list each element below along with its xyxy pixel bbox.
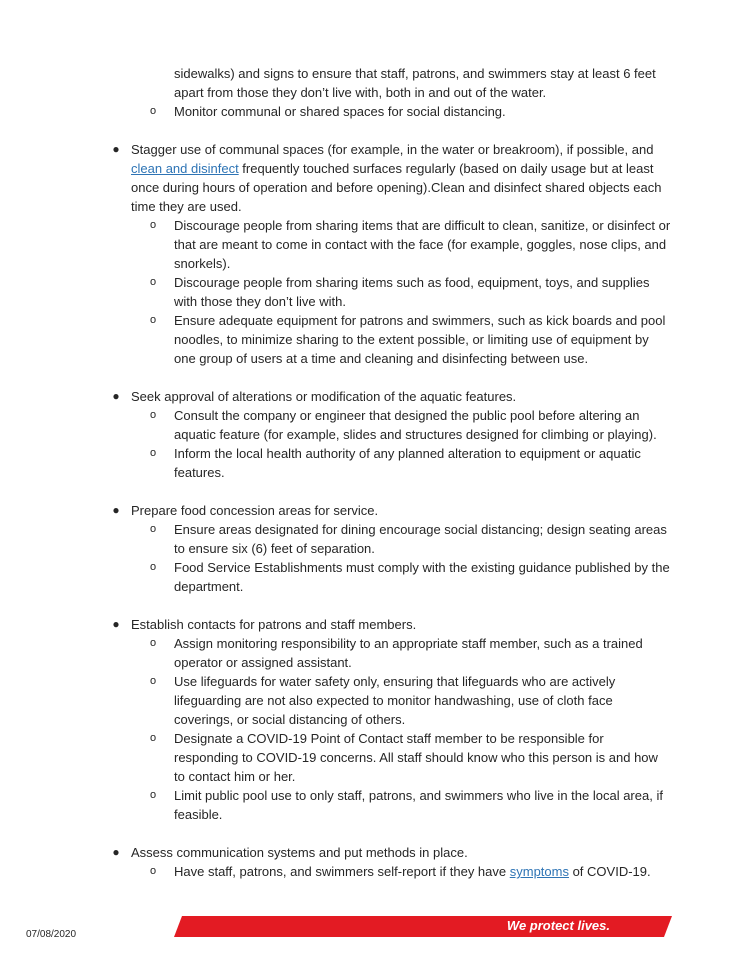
bullet-text: Establish contacts for patrons and staff members. bbox=[131, 617, 417, 632]
sublist bbox=[0, 406, 671, 482]
circle-bullet-icon: o bbox=[149, 105, 157, 117]
circle-bullet-icon: o bbox=[149, 789, 157, 801]
circle-bullet-icon: o bbox=[149, 637, 157, 649]
continued-sublist bbox=[0, 64, 671, 121]
list-item bbox=[174, 64, 671, 102]
list-item-text: Discourage people from sharing items such as food, equipment, toys, and supplies with those they don’t live with. bbox=[174, 275, 650, 309]
list-item bbox=[149, 634, 671, 672]
bullet-icon: ● bbox=[112, 142, 120, 156]
symptoms-link[interactable]: symptoms bbox=[509, 864, 569, 879]
list-item bbox=[149, 558, 671, 596]
bullet-section-food bbox=[0, 501, 742, 596]
sublist bbox=[0, 520, 671, 596]
bullet-icon: ● bbox=[112, 389, 120, 403]
circle-bullet-icon: o bbox=[149, 219, 157, 231]
list-item-text: Assign monitoring responsibility to an appropriate staff member, such as a trained operator or assigned assistant. bbox=[174, 636, 643, 670]
list-item-text: Ensure areas designated for dining encourage social distancing; design seating areas to ensure six (6) feet of separation. bbox=[174, 522, 667, 556]
bullet-icon: ● bbox=[112, 617, 120, 631]
footer-banner bbox=[174, 916, 672, 937]
list-item bbox=[149, 786, 671, 824]
bullet-text: Prepare food concession areas for service. bbox=[131, 503, 379, 518]
circle-bullet-icon: o bbox=[149, 276, 157, 288]
document-body bbox=[0, 64, 742, 900]
circle-bullet-icon: o bbox=[149, 314, 157, 326]
list-item bbox=[149, 102, 671, 121]
bullet-text: Assess communication systems and put methods in place. bbox=[131, 845, 468, 860]
list-item-text: Food Service Establishments must comply with the existing guidance published by the department. bbox=[174, 560, 670, 594]
bullet-item bbox=[0, 615, 671, 634]
list-item-text: Ensure adequate equipment for patrons and swimmers, such as kick boards and pool noodles, to minimize sharing to the extent possible, or limiting use of equipment by one group of users at a time and cleaning and disinfecting between use. bbox=[174, 313, 666, 366]
bullet-item bbox=[0, 843, 671, 862]
list-item bbox=[149, 672, 671, 729]
list-item-text-pre: Have staff, patrons, and swimmers self-report if they have bbox=[174, 864, 510, 879]
banner-slogan: We protect lives. bbox=[506, 918, 610, 933]
bullet-text-post: frequently touched surfaces regularly (based on daily usage but at least once during hours of operation and before opening).Clean and disinfect shared objects each time they are used. bbox=[131, 161, 662, 214]
list-item bbox=[149, 273, 671, 311]
list-item bbox=[149, 216, 671, 273]
circle-bullet-icon: o bbox=[149, 523, 157, 535]
bullet-section-stagger bbox=[0, 140, 742, 368]
list-item-text: Inform the local health authority of any planned alteration to equipment or aquatic features. bbox=[174, 446, 641, 480]
bullet-item bbox=[0, 140, 671, 216]
bullet-icon: ● bbox=[112, 845, 120, 859]
circle-bullet-icon: o bbox=[149, 865, 157, 877]
list-item-text: Use lifeguards for water safety only, ensuring that lifeguards who are actively lifeguarding are not also expected to monitor handwashing, use of cloth face coverings, or social distancing of others. bbox=[174, 674, 616, 727]
list-item bbox=[149, 520, 671, 558]
bullet-text-pre: Stagger use of communal spaces (for example, in the water or breakroom), if possible, and bbox=[131, 142, 654, 157]
circle-bullet-icon: o bbox=[149, 447, 157, 459]
bullet-item bbox=[0, 501, 671, 520]
bullet-icon: ● bbox=[112, 503, 120, 517]
list-item bbox=[149, 729, 671, 786]
list-item-text-post: of COVID-19. bbox=[568, 864, 651, 879]
list-item bbox=[149, 311, 671, 368]
list-item bbox=[149, 444, 671, 482]
list-item-text: Monitor communal or shared spaces for social distancing. bbox=[174, 104, 506, 119]
sublist bbox=[0, 634, 671, 824]
bullet-item bbox=[0, 387, 671, 406]
circle-bullet-icon: o bbox=[149, 409, 157, 421]
circle-bullet-icon: o bbox=[149, 732, 157, 744]
circle-bullet-icon: o bbox=[149, 561, 157, 573]
list-item-text: Discourage people from sharing items that are difficult to clean, sanitize, or disinfect or that are meant to come in contact with the face (for example, goggles, nose clips, and snorkels). bbox=[174, 218, 671, 271]
list-item bbox=[149, 406, 671, 444]
bullet-text: Seek approval of alterations or modification of the aquatic features. bbox=[131, 389, 517, 404]
list-item-text: Limit public pool use to only staff, patrons, and swimmers who live in the local area, if feasible. bbox=[174, 788, 663, 822]
list-item bbox=[149, 862, 671, 881]
list-item-text: Designate a COVID-19 Point of Contact staff member to be responsible for responding to COVID-19 concerns. All staff should know who this person is and how to contact him or her. bbox=[174, 731, 658, 784]
clean-and-disinfect-link[interactable]: clean and disinfect bbox=[131, 161, 239, 176]
sublist bbox=[0, 216, 671, 368]
footer-date: 07/08/2020 bbox=[26, 929, 77, 940]
sublist bbox=[0, 862, 671, 881]
list-item-text: Consult the company or engineer that designed the public pool before altering an aquatic feature (for example, slides and structures designed for climbing or playing). bbox=[174, 408, 657, 442]
bullet-section-alterations bbox=[0, 387, 742, 482]
continued-text: sidewalks) and signs to ensure that staff, patrons, and swimmers stay at least 6 feet apart from those they don’t live with, both in and out of the water. bbox=[174, 66, 656, 100]
circle-bullet-icon: o bbox=[149, 675, 157, 687]
bullet-section-communication bbox=[0, 843, 742, 881]
bullet-section-contacts bbox=[0, 615, 742, 824]
